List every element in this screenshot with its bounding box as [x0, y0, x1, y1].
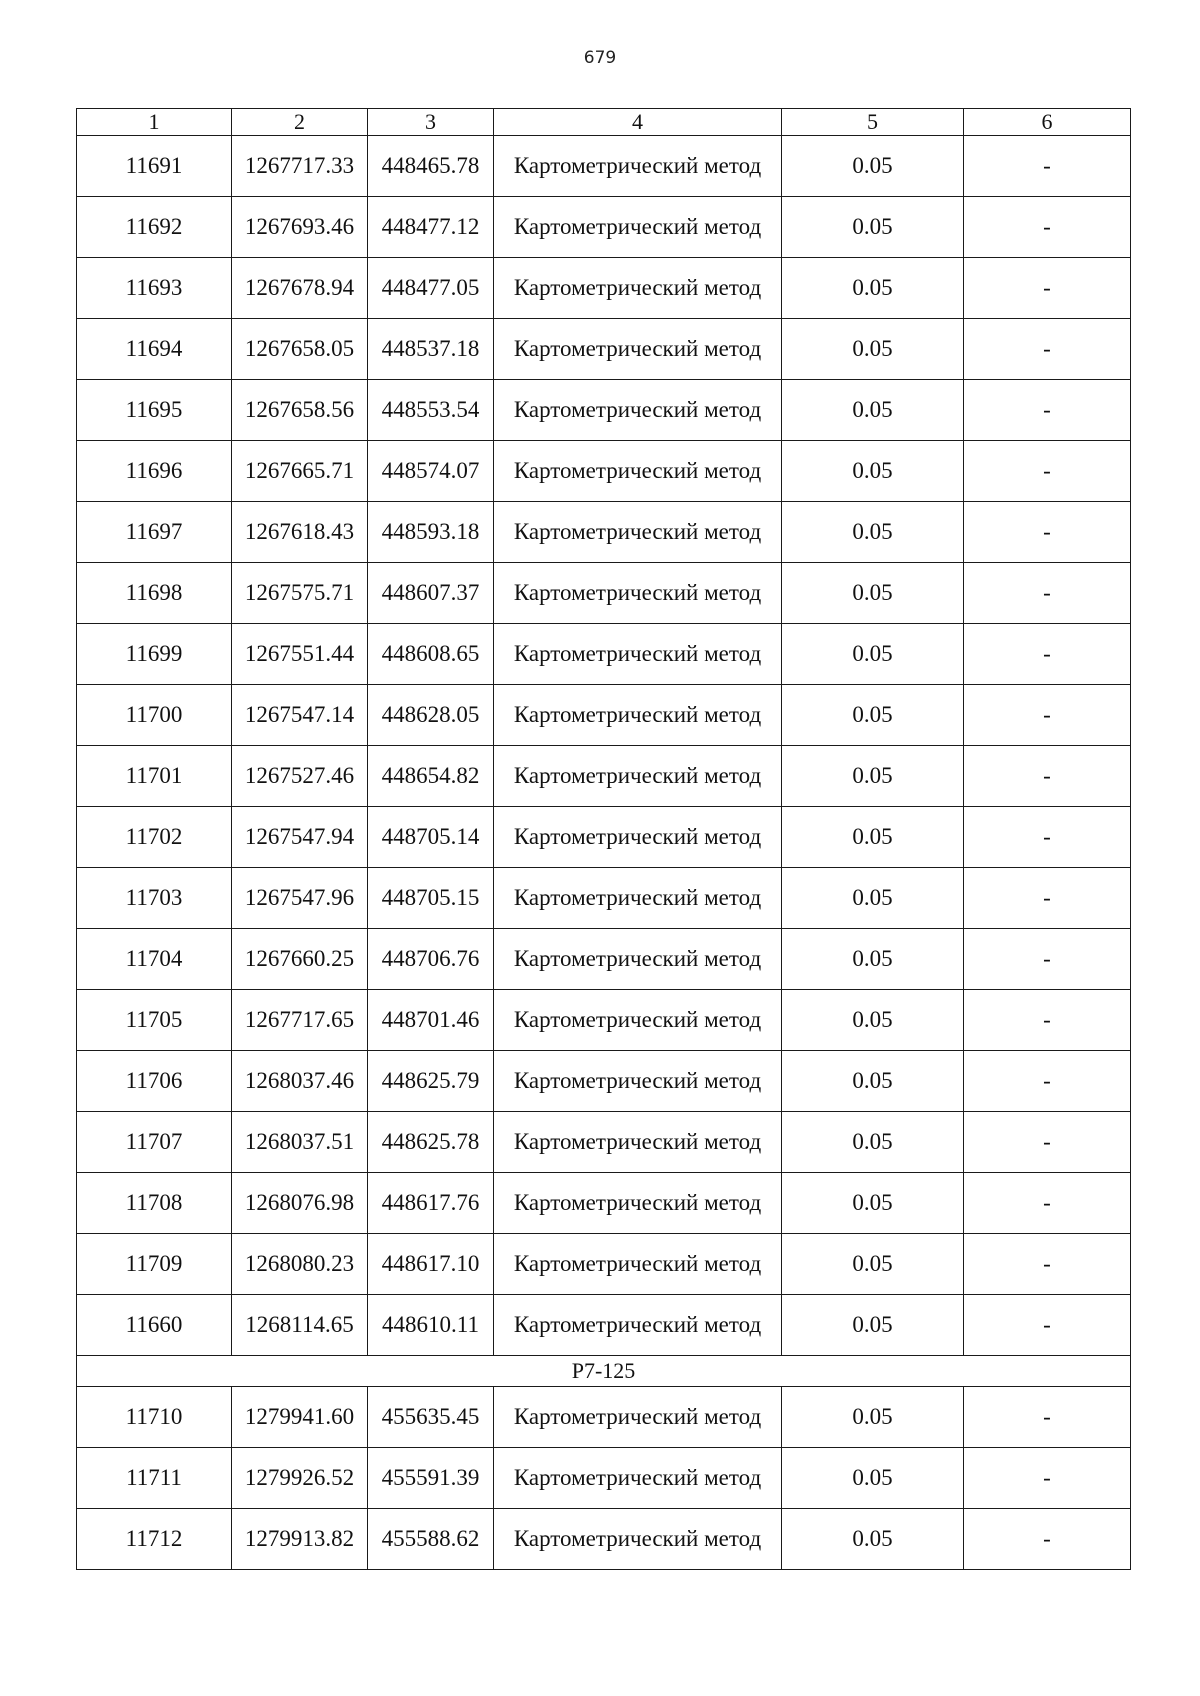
cell-point-number: 11699: [77, 624, 232, 685]
cell-y-coordinate: 448706.76: [368, 929, 494, 990]
cell-note: -: [964, 563, 1131, 624]
cell-y-coordinate: 448625.78: [368, 1112, 494, 1173]
cell-method: Картометрический метод: [494, 563, 782, 624]
cell-point-number: 11693: [77, 258, 232, 319]
cell-point-number: 11695: [77, 380, 232, 441]
cell-y-coordinate: 448625.79: [368, 1051, 494, 1112]
cell-y-coordinate: 455635.45: [368, 1387, 494, 1448]
cell-x-coordinate: 1267665.71: [232, 441, 368, 502]
cell-y-coordinate: 448477.05: [368, 258, 494, 319]
cell-accuracy: 0.05: [782, 1051, 964, 1112]
cell-note: -: [964, 1112, 1131, 1173]
cell-method: Картометрический метод: [494, 1295, 782, 1356]
cell-method: Картометрический метод: [494, 807, 782, 868]
cell-point-number: 11710: [77, 1387, 232, 1448]
cell-accuracy: 0.05: [782, 1295, 964, 1356]
cell-method: Картометрический метод: [494, 1112, 782, 1173]
cell-note: -: [964, 380, 1131, 441]
cell-y-coordinate: 448607.37: [368, 563, 494, 624]
cell-note: -: [964, 1173, 1131, 1234]
cell-note: -: [964, 868, 1131, 929]
cell-point-number: 11697: [77, 502, 232, 563]
cell-note: -: [964, 1448, 1131, 1509]
cell-point-number: 11707: [77, 1112, 232, 1173]
coordinates-table: [76, 108, 1131, 1570]
cell-accuracy: 0.05: [782, 1234, 964, 1295]
cell-accuracy: 0.05: [782, 502, 964, 563]
column-header-note: 6: [964, 109, 1131, 136]
table-row: [77, 258, 1131, 319]
cell-point-number: 11701: [77, 746, 232, 807]
column-header-accuracy: 5: [782, 109, 964, 136]
cell-point-number: 11660: [77, 1295, 232, 1356]
cell-point-number: 11706: [77, 1051, 232, 1112]
cell-x-coordinate: 1279913.82: [232, 1509, 368, 1570]
table-row: [77, 441, 1131, 502]
cell-x-coordinate: 1267547.96: [232, 868, 368, 929]
cell-accuracy: 0.05: [782, 258, 964, 319]
cell-note: -: [964, 319, 1131, 380]
cell-x-coordinate: 1267547.14: [232, 685, 368, 746]
cell-y-coordinate: 448574.07: [368, 441, 494, 502]
cell-x-coordinate: 1267547.94: [232, 807, 368, 868]
cell-note: -: [964, 807, 1131, 868]
cell-accuracy: 0.05: [782, 685, 964, 746]
cell-accuracy: 0.05: [782, 1112, 964, 1173]
cell-note: -: [964, 136, 1131, 197]
cell-point-number: 11703: [77, 868, 232, 929]
table-row: [77, 685, 1131, 746]
cell-point-number: 11696: [77, 441, 232, 502]
cell-note: -: [964, 1234, 1131, 1295]
table-row: [77, 1112, 1131, 1173]
cell-method: Картометрический метод: [494, 319, 782, 380]
cell-method: Картометрический метод: [494, 868, 782, 929]
cell-note: -: [964, 624, 1131, 685]
cell-point-number: 11698: [77, 563, 232, 624]
cell-x-coordinate: 1267658.56: [232, 380, 368, 441]
column-header-point-number: 1: [77, 109, 232, 136]
cell-y-coordinate: 448465.78: [368, 136, 494, 197]
cell-x-coordinate: 1268080.23: [232, 1234, 368, 1295]
cell-method: Картометрический метод: [494, 1234, 782, 1295]
cell-x-coordinate: 1267717.33: [232, 136, 368, 197]
cell-accuracy: 0.05: [782, 197, 964, 258]
table-row: [77, 624, 1131, 685]
cell-point-number: 11694: [77, 319, 232, 380]
cell-y-coordinate: 448477.12: [368, 197, 494, 258]
cell-note: -: [964, 685, 1131, 746]
cell-accuracy: 0.05: [782, 380, 964, 441]
cell-method: Картометрический метод: [494, 624, 782, 685]
cell-point-number: 11692: [77, 197, 232, 258]
cell-method: Картометрический метод: [494, 502, 782, 563]
cell-method: Картометрический метод: [494, 1051, 782, 1112]
cell-point-number: 11702: [77, 807, 232, 868]
cell-y-coordinate: 448628.05: [368, 685, 494, 746]
cell-y-coordinate: 448593.18: [368, 502, 494, 563]
cell-x-coordinate: 1267660.25: [232, 929, 368, 990]
cell-method: Картометрический метод: [494, 685, 782, 746]
table-row: [77, 197, 1131, 258]
cell-x-coordinate: 1267693.46: [232, 197, 368, 258]
table-row: [77, 1051, 1131, 1112]
table-row: [77, 1509, 1131, 1570]
cell-x-coordinate: 1268076.98: [232, 1173, 368, 1234]
cell-note: -: [964, 502, 1131, 563]
table-row: [77, 380, 1131, 441]
cell-y-coordinate: 448705.14: [368, 807, 494, 868]
table-row: [77, 929, 1131, 990]
cell-note: -: [964, 441, 1131, 502]
cell-accuracy: 0.05: [782, 441, 964, 502]
cell-x-coordinate: 1267575.71: [232, 563, 368, 624]
cell-x-coordinate: 1267717.65: [232, 990, 368, 1051]
table-row: [77, 1448, 1131, 1509]
cell-y-coordinate: 448610.11: [368, 1295, 494, 1356]
cell-method: Картометрический метод: [494, 929, 782, 990]
table-row: [77, 319, 1131, 380]
table-body: [77, 109, 1131, 1570]
cell-method: Картометрический метод: [494, 197, 782, 258]
table-row: [77, 990, 1131, 1051]
cell-method: Картометрический метод: [494, 1509, 782, 1570]
cell-point-number: 11709: [77, 1234, 232, 1295]
table-row: [77, 868, 1131, 929]
cell-method: Картометрический метод: [494, 1387, 782, 1448]
cell-accuracy: 0.05: [782, 563, 964, 624]
cell-accuracy: 0.05: [782, 136, 964, 197]
page-number: 679: [583, 48, 617, 68]
cell-note: -: [964, 1295, 1131, 1356]
cell-note: -: [964, 1387, 1131, 1448]
cell-point-number: 11700: [77, 685, 232, 746]
table-header-row: [77, 109, 1131, 136]
cell-accuracy: 0.05: [782, 807, 964, 868]
table-row: [77, 746, 1131, 807]
table-row: [77, 807, 1131, 868]
cell-accuracy: 0.05: [782, 1509, 964, 1570]
cell-x-coordinate: 1267527.46: [232, 746, 368, 807]
cell-point-number: 11711: [77, 1448, 232, 1509]
column-header-method: 4: [494, 109, 782, 136]
cell-method: Картометрический метод: [494, 1448, 782, 1509]
cell-note: -: [964, 197, 1131, 258]
cell-accuracy: 0.05: [782, 319, 964, 380]
cell-x-coordinate: 1268037.51: [232, 1112, 368, 1173]
cell-y-coordinate: 448701.46: [368, 990, 494, 1051]
cell-method: Картометрический метод: [494, 746, 782, 807]
cell-accuracy: 0.05: [782, 929, 964, 990]
cell-x-coordinate: 1279941.60: [232, 1387, 368, 1448]
section-row: [77, 1356, 1131, 1387]
table-row: [77, 563, 1131, 624]
section-title: Р7-125: [77, 1356, 1131, 1387]
cell-y-coordinate: 448654.82: [368, 746, 494, 807]
table-row: [77, 502, 1131, 563]
cell-y-coordinate: 455591.39: [368, 1448, 494, 1509]
cell-method: Картометрический метод: [494, 990, 782, 1051]
table-row: [77, 1295, 1131, 1356]
cell-point-number: 11691: [77, 136, 232, 197]
cell-x-coordinate: 1279926.52: [232, 1448, 368, 1509]
cell-accuracy: 0.05: [782, 990, 964, 1051]
table-row: [77, 1173, 1131, 1234]
cell-accuracy: 0.05: [782, 1173, 964, 1234]
cell-note: -: [964, 990, 1131, 1051]
cell-y-coordinate: 448608.65: [368, 624, 494, 685]
cell-y-coordinate: 448617.76: [368, 1173, 494, 1234]
cell-y-coordinate: 448553.54: [368, 380, 494, 441]
cell-x-coordinate: 1268114.65: [232, 1295, 368, 1356]
cell-x-coordinate: 1267551.44: [232, 624, 368, 685]
cell-note: -: [964, 1509, 1131, 1570]
table-row: [77, 1234, 1131, 1295]
cell-x-coordinate: 1267658.05: [232, 319, 368, 380]
cell-accuracy: 0.05: [782, 1448, 964, 1509]
cell-point-number: 11705: [77, 990, 232, 1051]
cell-accuracy: 0.05: [782, 1387, 964, 1448]
cell-x-coordinate: 1268037.46: [232, 1051, 368, 1112]
cell-method: Картометрический метод: [494, 441, 782, 502]
column-header-x-coordinate: 2: [232, 109, 368, 136]
cell-method: Картометрический метод: [494, 380, 782, 441]
table-row: [77, 1387, 1131, 1448]
cell-accuracy: 0.05: [782, 624, 964, 685]
table-row: [77, 136, 1131, 197]
column-header-y-coordinate: 3: [368, 109, 494, 136]
cell-y-coordinate: 448617.10: [368, 1234, 494, 1295]
cell-y-coordinate: 448537.18: [368, 319, 494, 380]
cell-point-number: 11704: [77, 929, 232, 990]
cell-y-coordinate: 448705.15: [368, 868, 494, 929]
cell-point-number: 11708: [77, 1173, 232, 1234]
cell-accuracy: 0.05: [782, 868, 964, 929]
cell-note: -: [964, 258, 1131, 319]
cell-note: -: [964, 746, 1131, 807]
cell-method: Картометрический метод: [494, 1173, 782, 1234]
cell-method: Картометрический метод: [494, 136, 782, 197]
cell-method: Картометрический метод: [494, 258, 782, 319]
cell-note: -: [964, 929, 1131, 990]
cell-x-coordinate: 1267678.94: [232, 258, 368, 319]
cell-x-coordinate: 1267618.43: [232, 502, 368, 563]
cell-accuracy: 0.05: [782, 746, 964, 807]
cell-point-number: 11712: [77, 1509, 232, 1570]
cell-note: -: [964, 1051, 1131, 1112]
cell-y-coordinate: 455588.62: [368, 1509, 494, 1570]
